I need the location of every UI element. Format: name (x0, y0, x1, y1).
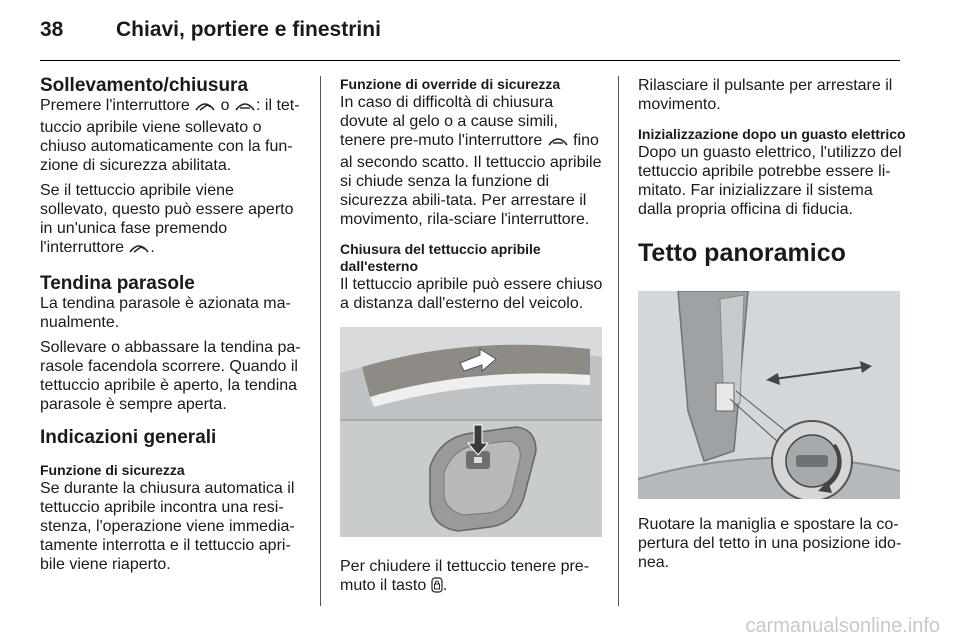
heading-sollevamento: Sollevamento/chiusura (40, 75, 249, 96)
heading-funzione-sicurezza: Funzione di sicurezza (40, 462, 185, 478)
sunroof-slide-icon (234, 99, 256, 118)
page-header (40, 18, 900, 50)
heading-tendina: Tendina parasole (40, 273, 195, 294)
column-2 (340, 76, 605, 604)
paragraph-tasto-chiusura (340, 557, 605, 598)
illustration-panoramic-roof-handle (638, 291, 900, 499)
watermark: carmanualsonline.info (745, 615, 940, 637)
text-run: Premere l'interruttore (40, 97, 195, 114)
section-title: Chiavi, portiere e finestrini (116, 18, 381, 41)
heading-indicazioni: Indicazioni generali (40, 427, 217, 448)
column-divider-2 (618, 76, 619, 606)
paragraph-sollevamento-2 (40, 181, 305, 260)
text-run: : il tet-tuccio apribile viene sollevato o chiuso automaticamente con la fun-zione di sicurezza abilitata. (40, 97, 300, 174)
text-run: . (442, 577, 448, 594)
heading-tetto-panoramico: Tetto panoramico (638, 239, 846, 267)
paragraph-tendina-1: La tendina parasole è azionata ma-nualmente. (40, 295, 291, 331)
paragraph-sollevamento (40, 96, 305, 175)
header-divider (40, 60, 900, 61)
illustration-key-remote-sunroof (340, 327, 602, 537)
page-number: 38 (40, 18, 64, 41)
text-run: In caso di difficoltà di chiusura dovute al gelo o a cause simili, tenere pre-muto l'interruttore (340, 94, 558, 149)
paragraph-ruotare-maniglia: Ruotare la maniglia e spostare la co-pertura del tetto in una posizione ido-nea. (638, 516, 902, 571)
text-run: o (216, 97, 235, 114)
column-divider-1 (320, 76, 321, 606)
paragraph-inizializzazione: Dopo un guasto elettrico, l'utilizzo del tettuccio apribile potrebbe essere li-mitato. Far inizializzare il sistema dalla propria officina di fiducia. (638, 144, 902, 218)
paragraph-funzione-sicurezza: Se durante la chiusura automatica il tettuccio apribile incontra una resi-stenza, l'operazione viene immedia-tamente interrotta e il tettuccio apri-bile viene riaperto. (40, 480, 295, 573)
paragraph-chiusura-esterno: Il tettuccio apribile può essere chiuso a distanza dall'esterno del veicolo. (340, 276, 603, 312)
key-lock-button-icon (431, 577, 443, 598)
sunroof-tilt-icon (194, 99, 216, 118)
paragraph-rilasciare: Rilasciare il pulsante per arrestare il movimento. (638, 77, 893, 113)
text-run: Per chiudere il tettuccio tenere pre-muto il tasto (340, 558, 590, 594)
text-run: . (150, 239, 155, 256)
heading-chiusura-esterno: Chiusura del tettuccio apribile dall'esterno (340, 241, 541, 274)
sunroof-slide-icon (547, 134, 569, 153)
sunroof-tilt-icon (128, 241, 150, 260)
paragraph-tendina-2: Sollevare o abbassare la tendina pa-rasole facendola scorrere. Quando il tettuccio apribile è aperto, la tendina parasole è sempre aperta. (40, 339, 301, 413)
column-1 (40, 76, 305, 580)
heading-inizializzazione: Inizializzazione dopo un guasto elettrico (638, 126, 906, 142)
heading-override: Funzione di override di sicurezza (340, 76, 561, 92)
paragraph-override (340, 93, 605, 229)
column-3 (638, 76, 906, 578)
text-run: fino al secondo scatto. Il tettuccio apribile si chiude senza la funzione di sicurezza abili-tata. Per arrestare il movimento, rila-sciare l'interruttore. (340, 132, 602, 228)
text-run: Se il tettuccio apribile viene sollevato, questo può essere aperto in un'unica fase premendo l'interruttore (40, 182, 294, 256)
